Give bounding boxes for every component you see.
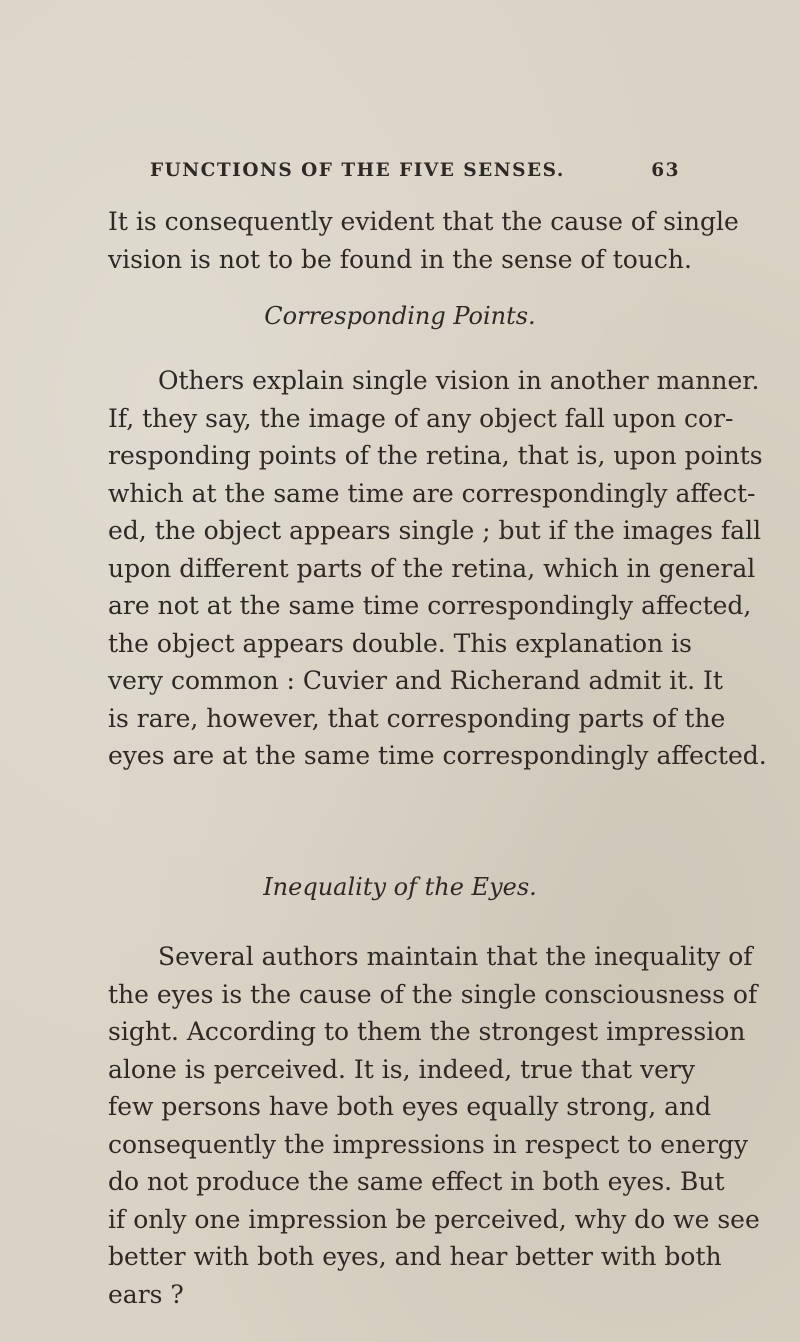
- text-line: the eyes is the cause of the single consciousness of: [108, 979, 758, 1009]
- text-line: do not produce the same effect in both eyes. But: [108, 1167, 725, 1196]
- text-line: ears ?: [108, 1279, 184, 1309]
- text-line: is rare, however, that corresponding parts of the: [108, 703, 726, 733]
- paragraph-inequality-of-eyes: [108, 938, 760, 1313]
- page-number: 63: [651, 160, 680, 181]
- section-heading-inequality-of-eyes: Inequality of the Eyes.: [263, 873, 537, 901]
- text-line: vision is not to be found in the sense of touch.: [108, 244, 692, 274]
- text-line: Others explain single vision in another manner.: [158, 366, 760, 395]
- text-line: better with both eyes, and hear better with both: [108, 1242, 722, 1271]
- text-line: few persons have both eyes equally strong, and: [108, 1092, 712, 1121]
- text-line: It is consequently evident that the cause of single: [108, 207, 739, 236]
- section-heading-corresponding-points: Corresponding Points.: [264, 302, 536, 330]
- paragraph-corresponding-points: [108, 362, 767, 775]
- text-line: the object appears double. This explanation is: [108, 628, 692, 658]
- text-line: which at the same time are correspondingly affect-: [108, 478, 756, 508]
- text-line: consequently the impressions in respect to energy: [108, 1129, 749, 1159]
- text-line: sight. According to them the strongest impression: [108, 1017, 746, 1046]
- text-line: alone is perceived. It is, indeed, true that very: [108, 1054, 695, 1084]
- text-line: eyes are at the same time correspondingly affected.: [108, 741, 767, 770]
- text-line: upon different parts of the retina, which in general: [108, 553, 756, 583]
- text-line: if only one impression be perceived, why do we see: [108, 1204, 760, 1234]
- text-line: responding points of the retina, that is, upon points: [108, 441, 763, 470]
- intro-paragraph: [108, 203, 739, 278]
- text-line: very common : Cuvier and Richerand admit it. It: [108, 666, 723, 695]
- running-head: [150, 160, 680, 181]
- text-line: are not at the same time correspondingly affected,: [108, 591, 752, 620]
- text-line: ed, the object appears single ; but if the images fall: [108, 516, 762, 545]
- text-line: Several authors maintain that the inequality of: [158, 942, 753, 971]
- text-line: If, they say, the image of any object fall upon cor-: [108, 403, 734, 433]
- running-head-title: FUNCTIONS OF THE FIVE SENSES.: [150, 160, 565, 181]
